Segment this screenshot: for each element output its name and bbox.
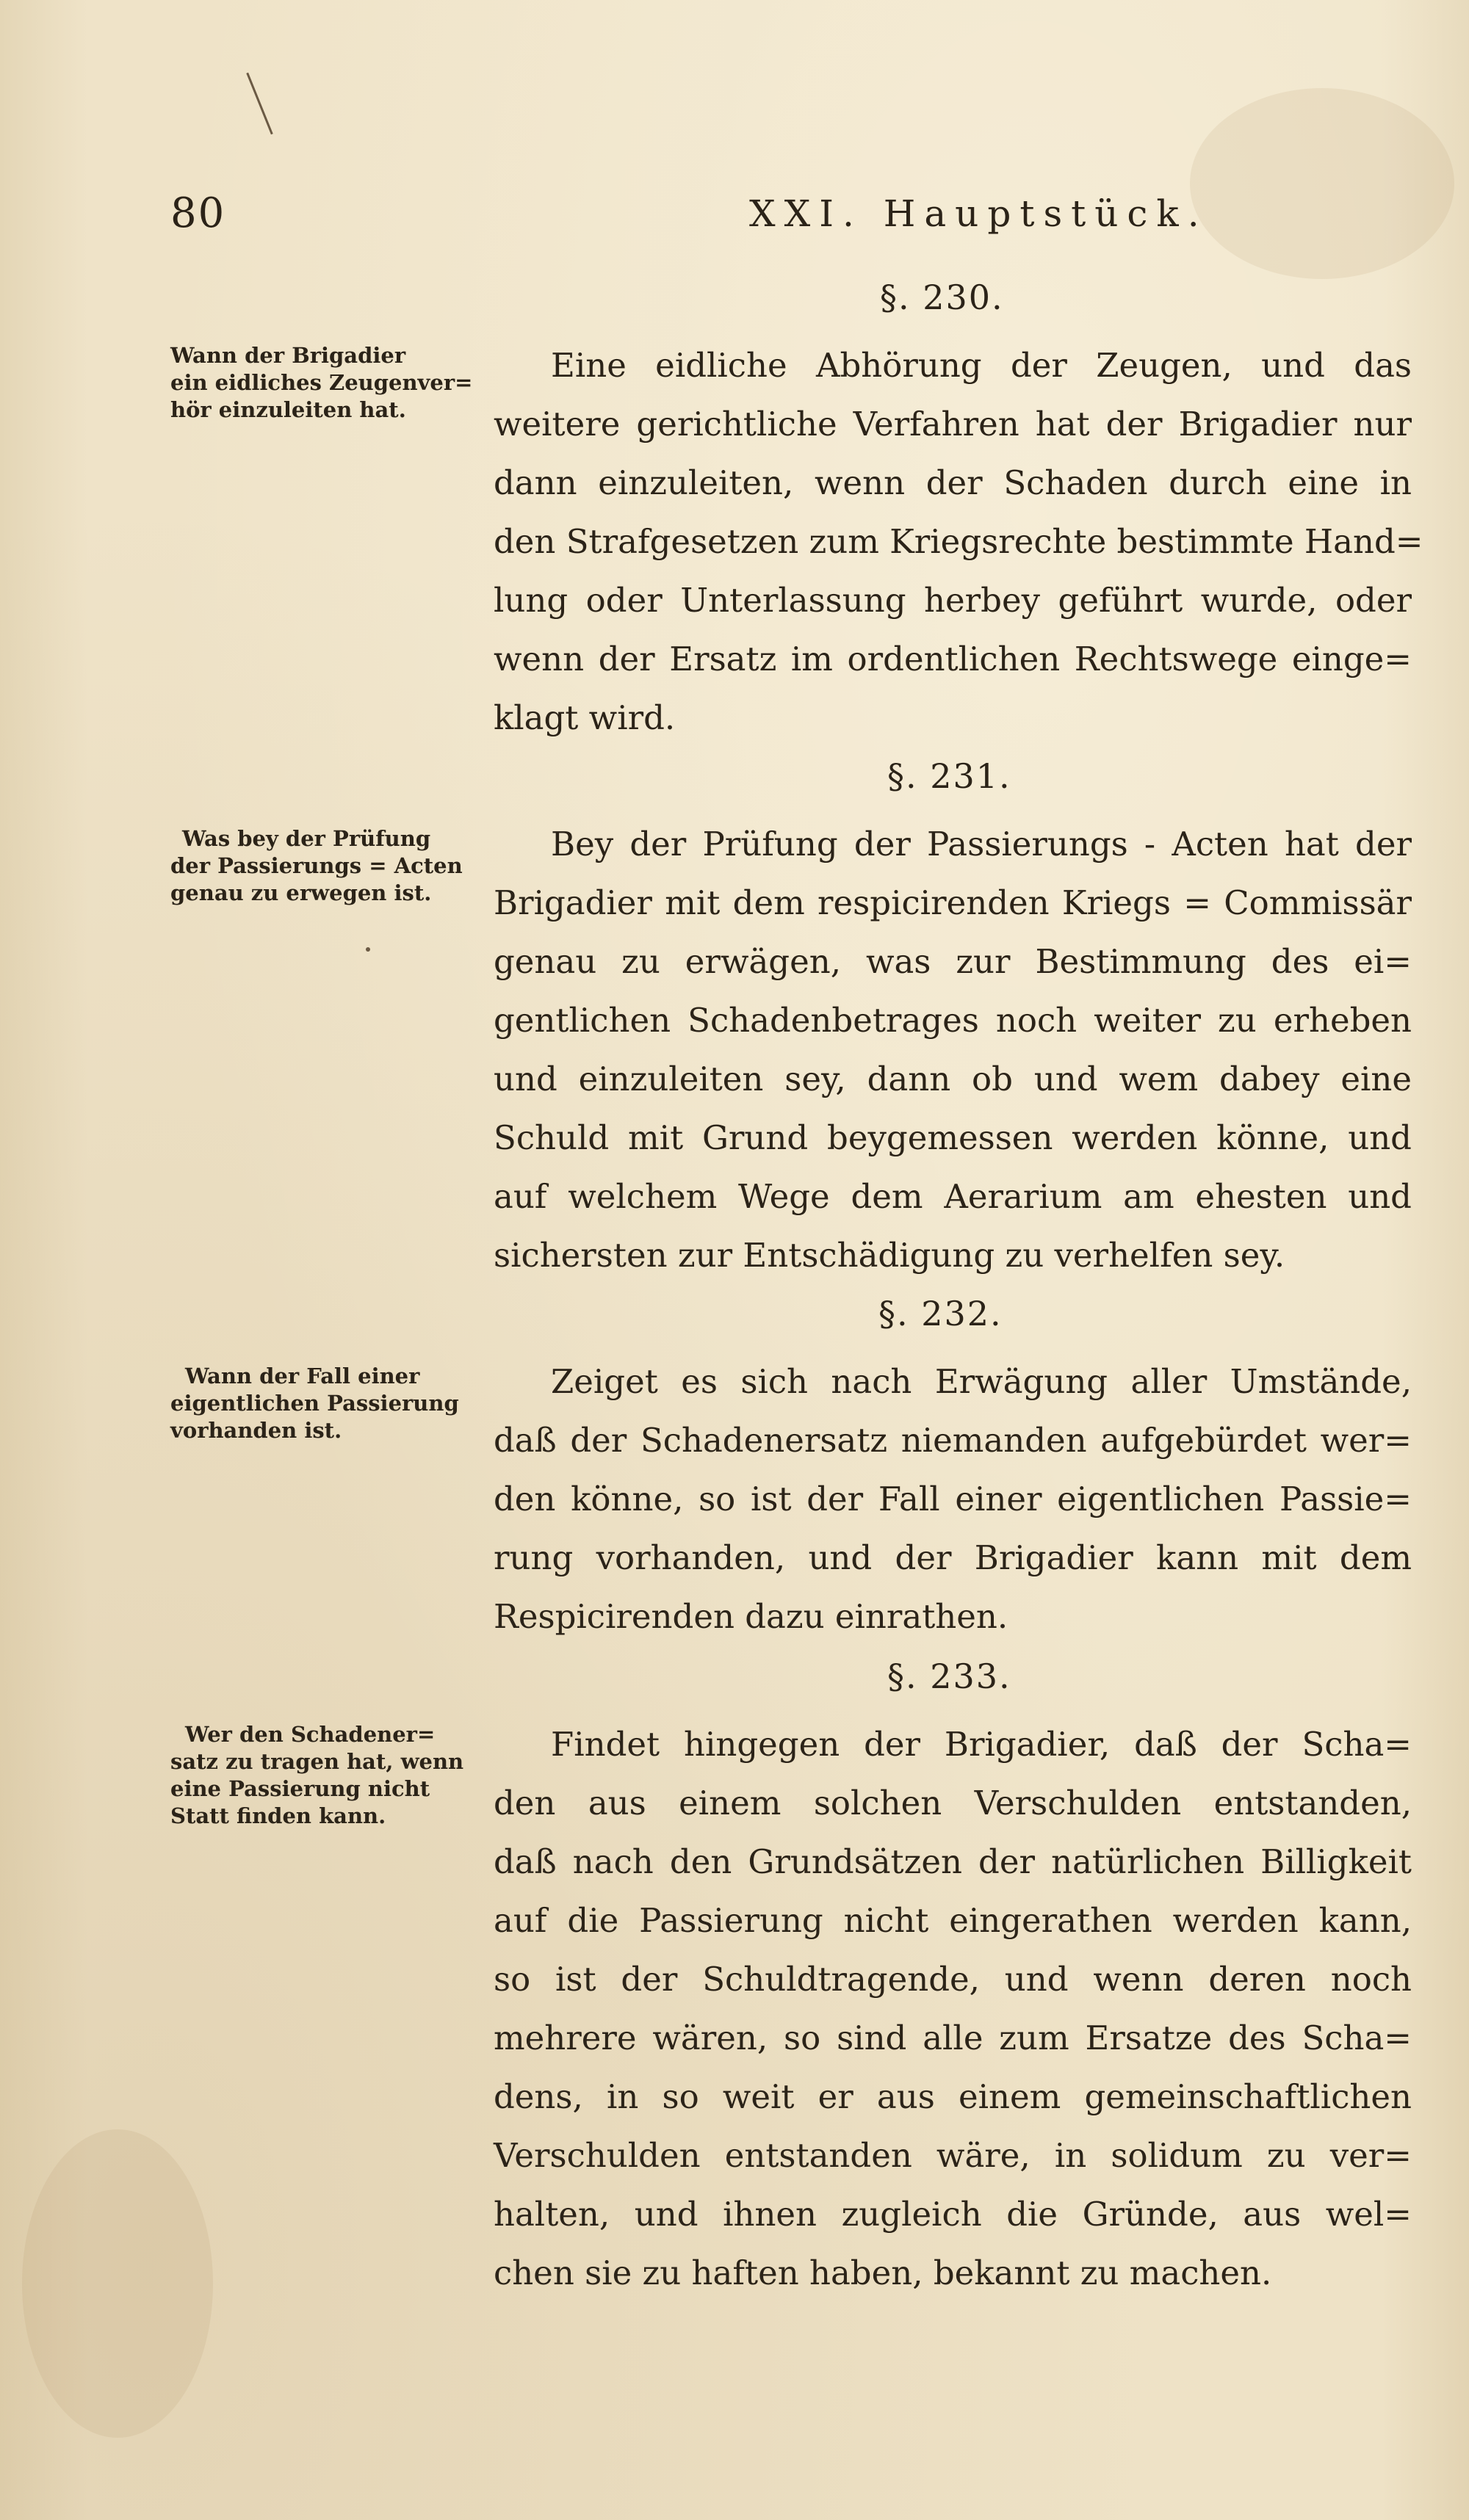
pencil-mark [246, 73, 272, 135]
text-line: Zeiget es sich nach Erwägung aller Umstände, [551, 1362, 1412, 1401]
text-line: Eine eidliche Abhörung der Zeugen, und das [551, 346, 1412, 385]
margin-note-line: satz zu tragen hat, wenn [170, 1749, 464, 1774]
text-line: Findet hingegen der Brigadier, daß der Scha= [551, 1725, 1412, 1764]
margin-note [170, 825, 479, 907]
text-line: weitere gerichtliche Verfahren hat der Brigadier nur [494, 405, 1412, 443]
margin-note [170, 342, 479, 424]
text-line: genau zu erwägen, was zur Bestimmung des ei= [494, 942, 1412, 981]
text-line: den könne, so ist der Fall einer eigentlichen Passie= [494, 1480, 1412, 1518]
text-line: daß der Schadenersatz niemanden aufgebürdet wer= [494, 1421, 1412, 1460]
text-line: rung vorhanden, und der Brigadier kann mit dem [494, 1538, 1412, 1577]
text-line: mehrere wären, so sind alle zum Ersatze des Scha= [494, 2018, 1412, 2057]
margin-note-line: vorhanden ist. [170, 1418, 342, 1443]
text-line: den Strafgesetzen zum Kriegsrechte bestimmte Hand= [494, 522, 1423, 561]
section-number: §. 231. [887, 756, 1011, 796]
running-head: XXI. Hauptstück. [749, 192, 1208, 235]
margin-note [170, 1721, 479, 1830]
text-line: gentlichen Schadenbetrages noch weiter zu erheben [494, 1001, 1412, 1040]
margin-note-line: genau zu erwegen ist. [170, 880, 432, 905]
text-line: daß nach den Grundsätzen der natürlichen Billigkeit [494, 1842, 1412, 1881]
text-line: auf die Passierung nicht eingerathen werden kann, [494, 1901, 1412, 1940]
section-number: §. 232. [878, 1294, 1003, 1333]
text-line: sichersten zur Entschädigung zu verhelfen sey. [494, 1236, 1285, 1275]
margin-note [170, 1363, 479, 1444]
paragraph [494, 1353, 1412, 1646]
text-line: Verschulden entstanden wäre, in solidum zu ver= [494, 2136, 1412, 2175]
page-number: 80 [170, 189, 226, 237]
text-line: so ist der Schuldtragende, und wenn deren noch [494, 1960, 1412, 1999]
text-line: wenn der Ersatz im ordentlichen Rechtswege einge= [494, 640, 1412, 678]
text-line: klagt wird. [494, 698, 676, 737]
margin-note-line: hör einzuleiten hat. [170, 397, 406, 422]
margin-note-line: eine Passierung nicht [170, 1776, 430, 1801]
margin-note-line: Wann der Brigadier [170, 343, 406, 368]
text-line: den aus einem solchen Verschulden entstanden, [494, 1784, 1412, 1822]
margin-note-line: eigentlichen Passierung [170, 1391, 459, 1416]
text-line: Respicirenden dazu einrathen. [494, 1597, 1008, 1636]
margin-note-line: der Passierungs = Acten [170, 853, 463, 878]
paragraph [494, 815, 1412, 1285]
text-line: Bey der Prüfung der Passierungs - Acten hat der [551, 825, 1412, 863]
text-line: chen sie zu haften haben, bekannt zu machen. [494, 2253, 1272, 2292]
text-line: auf welchem Wege dem Aerarium am ehesten und [494, 1177, 1412, 1216]
text-line: Schuld mit Grund beygemessen werden könne, und [494, 1118, 1412, 1157]
text-line: lung oder Unterlassung herbey geführt wurde, oder [494, 581, 1412, 620]
text-line: und einzuleiten sey, dann ob und wem dabey eine [494, 1060, 1412, 1098]
margin-note-line: Was bey der Prüfung [182, 826, 431, 851]
page-header [0, 189, 1469, 256]
text-line: dann einzuleiten, wenn der Schaden durch eine in [494, 463, 1412, 502]
ink-dot [366, 947, 370, 952]
paragraph [494, 1715, 1412, 2303]
text-line: halten, und ihnen zugleich die Gründe, aus wel= [494, 2195, 1412, 2234]
text-line: Brigadier mit dem respicirenden Kriegs = Commissär [494, 883, 1412, 922]
margin-note-line: Wer den Schadener= [185, 1722, 436, 1747]
margin-note-line: Statt finden kann. [170, 1803, 386, 1828]
margin-note-line: ein eidliches Zeugenver= [170, 370, 473, 395]
section-number: §. 230. [880, 278, 1004, 317]
margin-note-line: Wann der Fall einer [185, 1364, 420, 1388]
paragraph [494, 336, 1423, 747]
section-number: §. 233. [887, 1657, 1011, 1696]
text-line: dens, in so weit er aus einem gemeinschaftlichen [494, 2077, 1412, 2116]
paper-stain [22, 2129, 213, 2438]
